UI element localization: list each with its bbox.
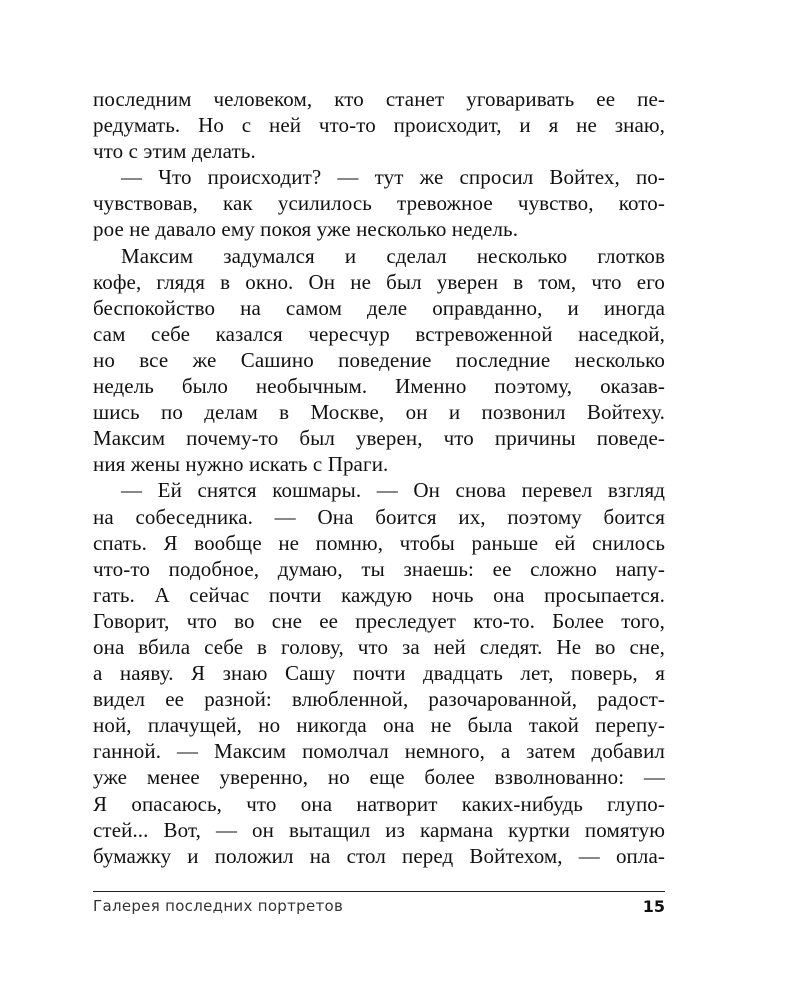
text-line: ния жены нужно искать с Праги. (93, 452, 389, 477)
text-line: — Ей снятся кошмары. — Он снова перевел взгляд (121, 478, 665, 503)
text-line: она вбила себе в голову, что за ней следят. Не во сне, (93, 634, 665, 659)
page-number: 15 (642, 896, 665, 916)
text-line: стей... Вот, — он вытащил из кармана куртки помятую (93, 817, 665, 842)
text-line: бумажку и положил на стол перед Войтехом, — опла- (93, 843, 665, 868)
text-line: ганной. — Максим помолчал немного, а затем добавил (93, 739, 665, 764)
text-line: сам себе казался чересчур встревоженной наседкой, (93, 321, 665, 346)
text-line: уже менее уверенно, но еще более взволнованно: — (93, 765, 665, 790)
text-line: последним человеком, кто станет уговаривать ее пе- (93, 87, 665, 111)
text-line: кофе, глядя в окно. Он не был уверен в том, что его (93, 269, 665, 294)
text-line: что-то подобное, думаю, ты знаешь: ее сложно напу- (93, 556, 665, 581)
text-line: рое не давало ему покоя уже несколько недель. (93, 217, 519, 242)
text-line: гать. А сейчас почти каждую ночь она просыпается. (93, 582, 665, 607)
page-footer (93, 894, 665, 918)
text-line: недель было необычным. Именно поэтому, оказав- (93, 374, 665, 399)
text-line: беспокойство на самом деле оправданно, и иногда (93, 295, 665, 320)
text-line: а наяву. Я знаю Сашу почти двадцать лет, поверь, я (93, 661, 665, 686)
text-line: но все же Сашино поведение последние несколько (93, 347, 665, 372)
text-line: Я опасаюсь, что она натворит каких-нибудь глупо- (93, 791, 665, 816)
text-line: спать. Я вообще не помню, чтобы раньше ей снилось (93, 530, 665, 555)
text-line: что с этим делать. (93, 139, 256, 164)
text-line: на собеседника. — Она боится их, поэтому боится (93, 504, 665, 529)
text-line: шись по делам в Москве, он и позвонил Войтеху. (93, 400, 665, 425)
body-text (93, 86, 665, 869)
running-title: Галерея последних портретов (93, 897, 344, 915)
text-line: редумать. Но с ней что-то происходит, и я не знаю, (93, 113, 665, 138)
text-line: Максим почему-то был уверен, что причины поведе- (93, 426, 665, 451)
text-line: чувствовав, как усилилось тревожное чувство, кото- (93, 191, 665, 216)
text-line: видел ее разной: влюбленной, разочарованной, радост- (93, 687, 665, 712)
footer-divider (93, 891, 665, 892)
text-line: Говорит, что во сне ее преследует кто-то. Более того, (93, 608, 665, 633)
text-line: ной, плачущей, но никогда она не была такой перепу- (93, 713, 665, 738)
text-line: — Что происходит? — тут же спросил Войтех, по- (121, 165, 665, 190)
text-line: Максим задумался и сделал несколько глотков (121, 243, 665, 268)
